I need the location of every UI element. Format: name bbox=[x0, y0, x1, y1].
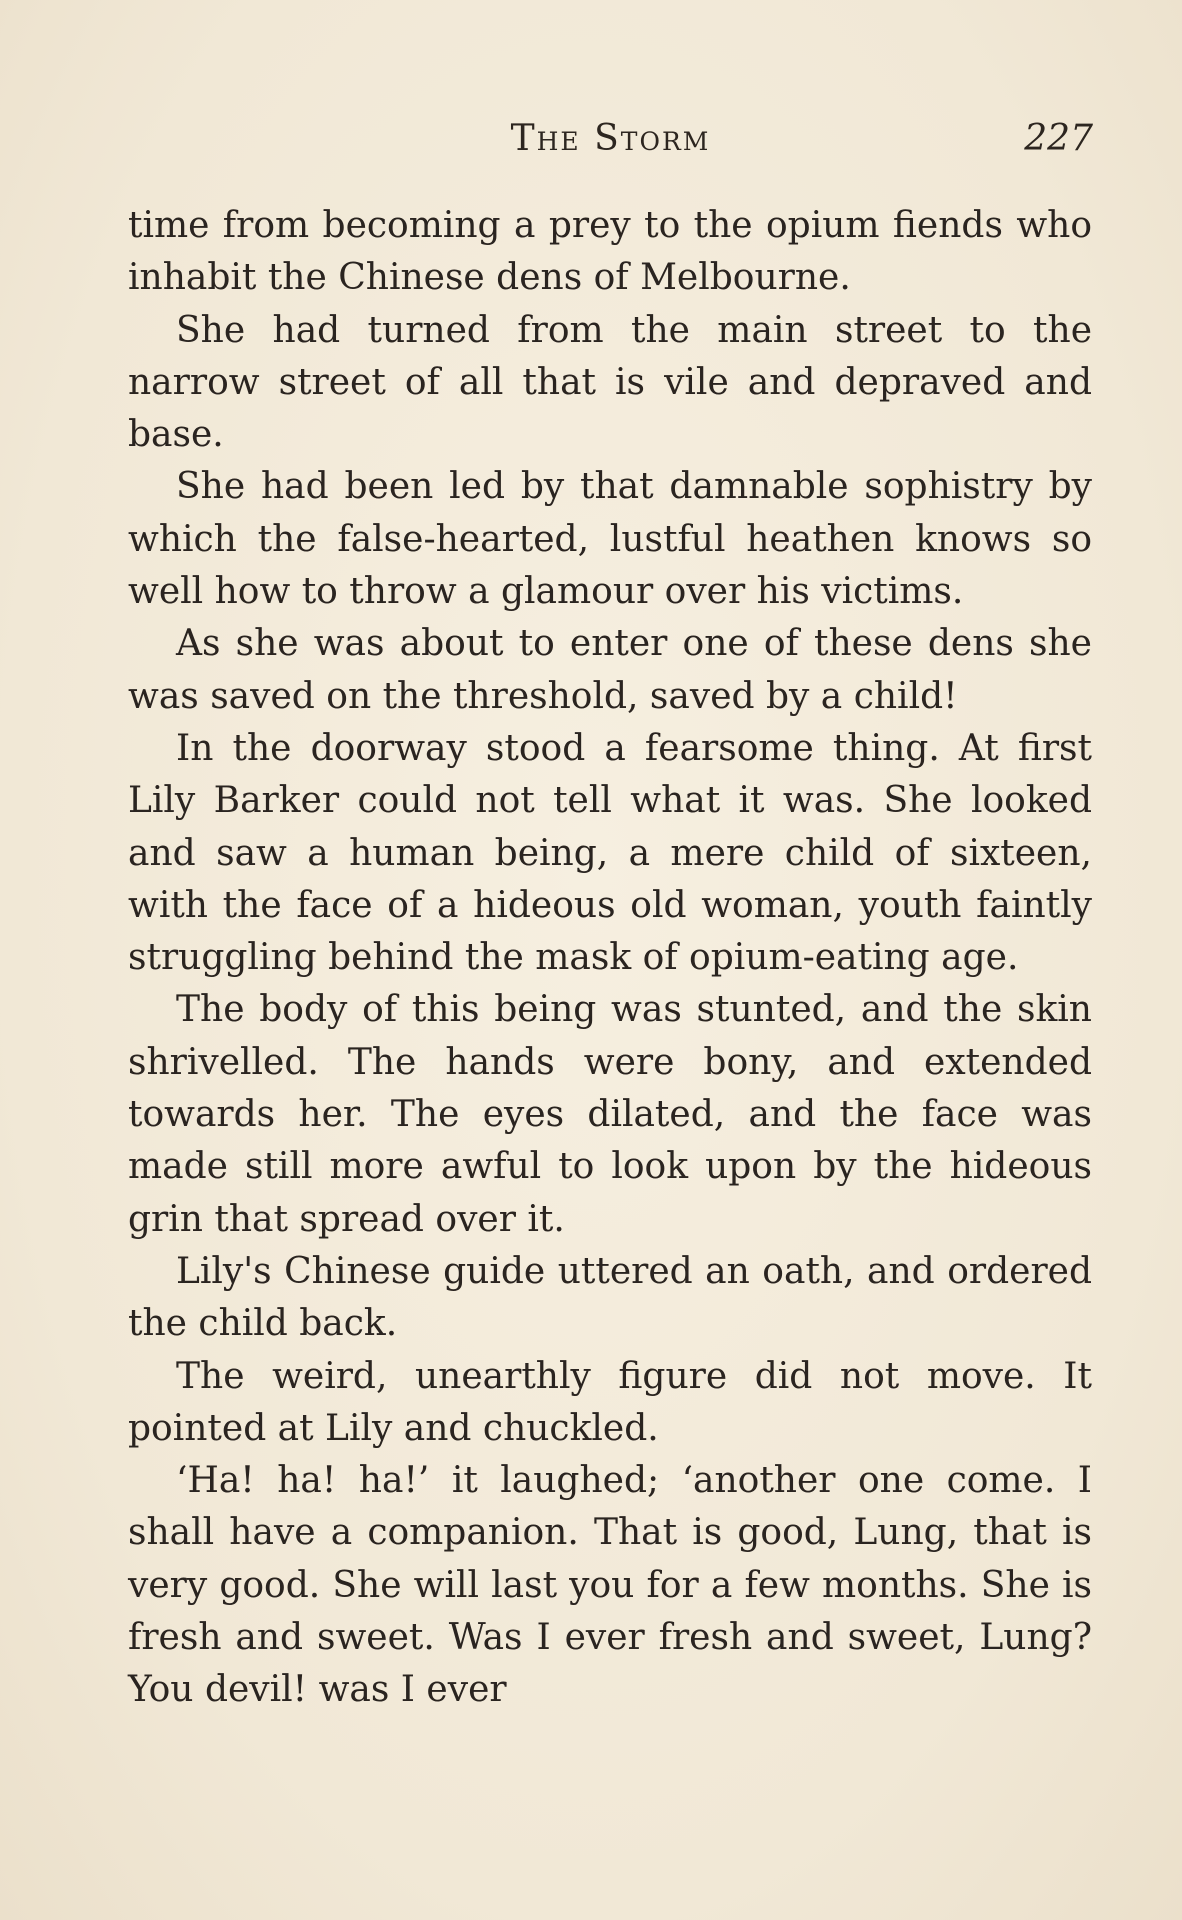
paragraph: The body of this being was stunted, and the skin shrivelled. The hands were bony, and extended towards her. The eyes dilated, and the face was made still more awful to look upon by the hideous grin that spread over it. bbox=[128, 989, 1092, 1240]
paragraph: She had turned from the main street to the narrow street of all that is vile and depraved and base. bbox=[128, 309, 1092, 456]
running-title: The Storm bbox=[510, 118, 711, 159]
paragraph: time from becoming a prey to the opium fiends who inhabit the Chinese dens of Melbourne. bbox=[128, 205, 1092, 299]
body-text bbox=[128, 200, 1092, 1717]
paragraph: She had been led by that damnable sophistry by which the false-hearted, lustful heathen knows so well how to throw a glamour over his victims. bbox=[128, 466, 1092, 613]
paragraph: Lily's Chinese guide uttered an oath, and ordered the child back. bbox=[128, 1250, 1092, 1345]
page-number: 227 bbox=[1024, 118, 1093, 159]
paragraph: As she was about to enter one of these dens she was saved on the threshold, saved by a child! bbox=[128, 623, 1092, 717]
paragraph: The weird, unearthly figure did not move. It pointed at Lily and chuckled. bbox=[128, 1355, 1092, 1449]
paragraph: In the doorway stood a fearsome thing. At first Lily Barker could not tell what it was. She looked and saw a human being, a mere child of sixteen, with the face of a hideous old woman, youth faintly struggling behind the mask of opium-eating age. bbox=[128, 727, 1092, 979]
running-head bbox=[128, 118, 1093, 168]
paragraph: ‘Ha! ha! ha!’ it laughed; ‘another one come. I shall have a companion. That is good, Lung, that is very good. She will last you for a few months. She is fresh and sweet. Was I ever fresh and sweet, Lung? You devil! was I ever bbox=[128, 1460, 1092, 1711]
